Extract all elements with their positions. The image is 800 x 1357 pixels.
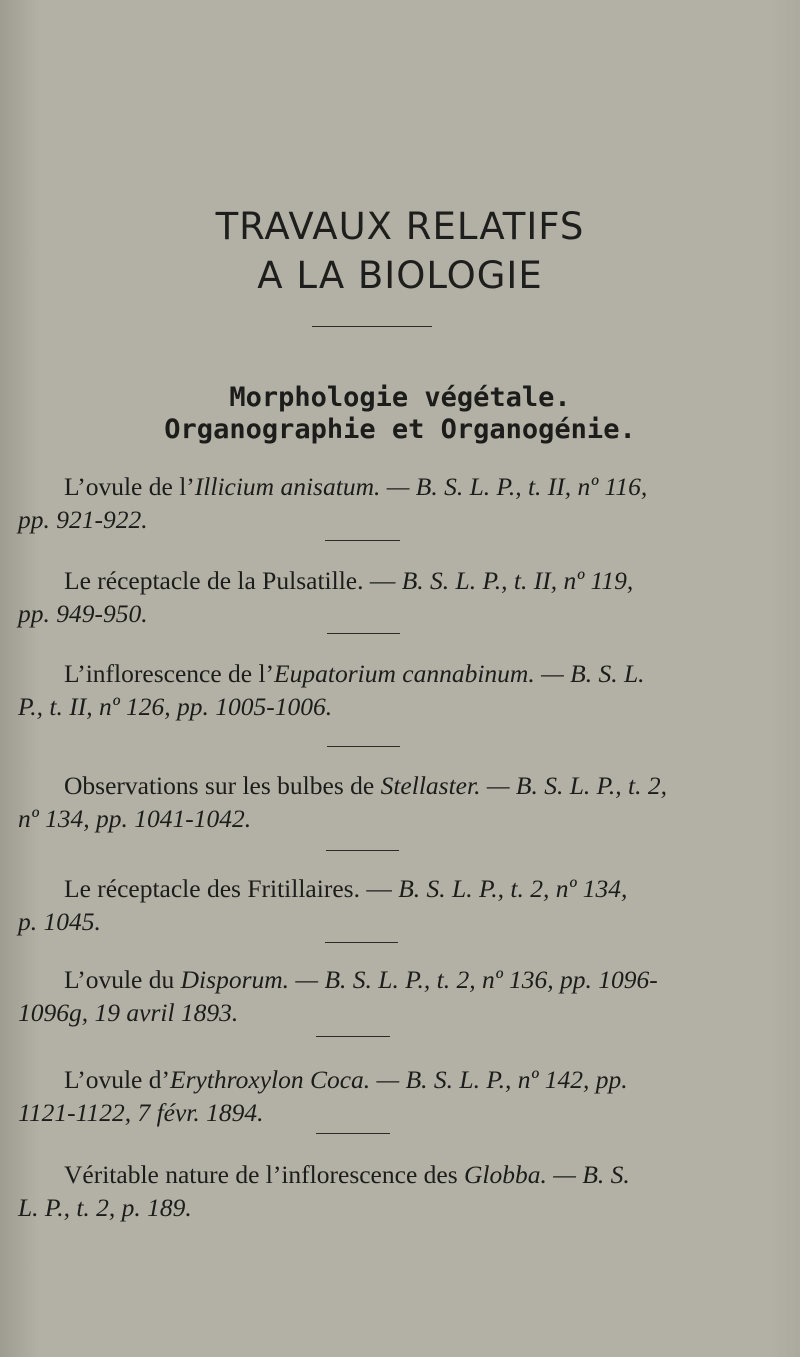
entry-citation: Stellaster. — B. S. L. P., t. 2, — [380, 771, 668, 800]
entry-text: L’inflorescence de l’ — [64, 659, 275, 688]
entry-divider — [316, 1036, 390, 1037]
page-title-line2: A LA BIOLOGIE — [257, 254, 543, 297]
entry-divider — [316, 1133, 390, 1134]
entry-citation: 1121-1122, 7 févr. 1894. — [18, 1098, 264, 1127]
bibliography-entry — [18, 564, 744, 630]
bibliography-entry — [18, 1063, 744, 1129]
entry-citation: p. — [18, 907, 38, 936]
entry-citation: Disporum. — B. S. L. P., t. 2, nº 136, pp. 1096- — [180, 965, 658, 994]
entry-citation: Erythroxylon Coca. — B. S. L. P., nº 142, pp. — [170, 1065, 628, 1094]
entry-divider — [327, 633, 400, 634]
entry-text: Observations sur les bulbes de — [64, 771, 381, 800]
bibliography-entry — [18, 963, 744, 1029]
entry-citation: 921-922. — [49, 505, 148, 534]
bibliography-entry — [18, 769, 744, 835]
entry-citation: 949-950. — [49, 599, 148, 628]
section-title-line1: Morphologie végétale. — [229, 382, 571, 413]
page-title-line1: TRAVAUX RELATIFS — [215, 205, 585, 248]
entry-citation: pp. — [18, 505, 50, 534]
entry-divider — [325, 942, 398, 943]
entry-citation: Illicium anisatum. — B. S. L. P., t. II, nº 116, — [194, 472, 648, 501]
entry-text: L’ovule d’ — [64, 1065, 170, 1094]
entry-text: L’ovule de l’ — [64, 472, 195, 501]
entry-citation: Globba. — B. S. — [464, 1160, 630, 1189]
entry-citation: B. S. L. P., t. II, nº 119, — [401, 566, 634, 595]
bibliography-entry — [18, 872, 744, 938]
bibliography-entry — [18, 470, 744, 536]
entry-citation: P., t. II, nº 126, pp. 1005-1006. — [18, 692, 333, 721]
title-divider — [312, 326, 432, 327]
entry-citation: nº 134, pp. 1041-1042. — [18, 804, 252, 833]
entry-citation: B. S. L. P., t. 2, nº 134, — [398, 874, 628, 903]
entry-divider — [325, 540, 400, 541]
bibliography-entry — [18, 1158, 744, 1224]
entry-text: Le réceptacle des Fritillaires. — — [64, 874, 399, 903]
entry-citation: pp. — [18, 599, 50, 628]
bibliography-entry — [18, 657, 744, 723]
entry-citation: L. P., t. 2, p. 189. — [18, 1193, 192, 1222]
entry-text: Véritable nature de l’inflorescence des — [64, 1160, 465, 1189]
entry-text: L’ovule du — [64, 965, 181, 994]
entry-text: Le réceptacle de la Pulsatille. — — [64, 566, 402, 595]
entry-citation: Eupatorium cannabinum. — B. S. L. — [274, 659, 645, 688]
entry-divider — [326, 850, 399, 851]
entry-divider — [327, 746, 400, 747]
entry-citation: 1045. — [37, 907, 101, 936]
entry-citation: 1096g, 19 avril 1893. — [18, 998, 239, 1027]
section-title-line2: Organographie et Organogénie. — [164, 414, 636, 445]
